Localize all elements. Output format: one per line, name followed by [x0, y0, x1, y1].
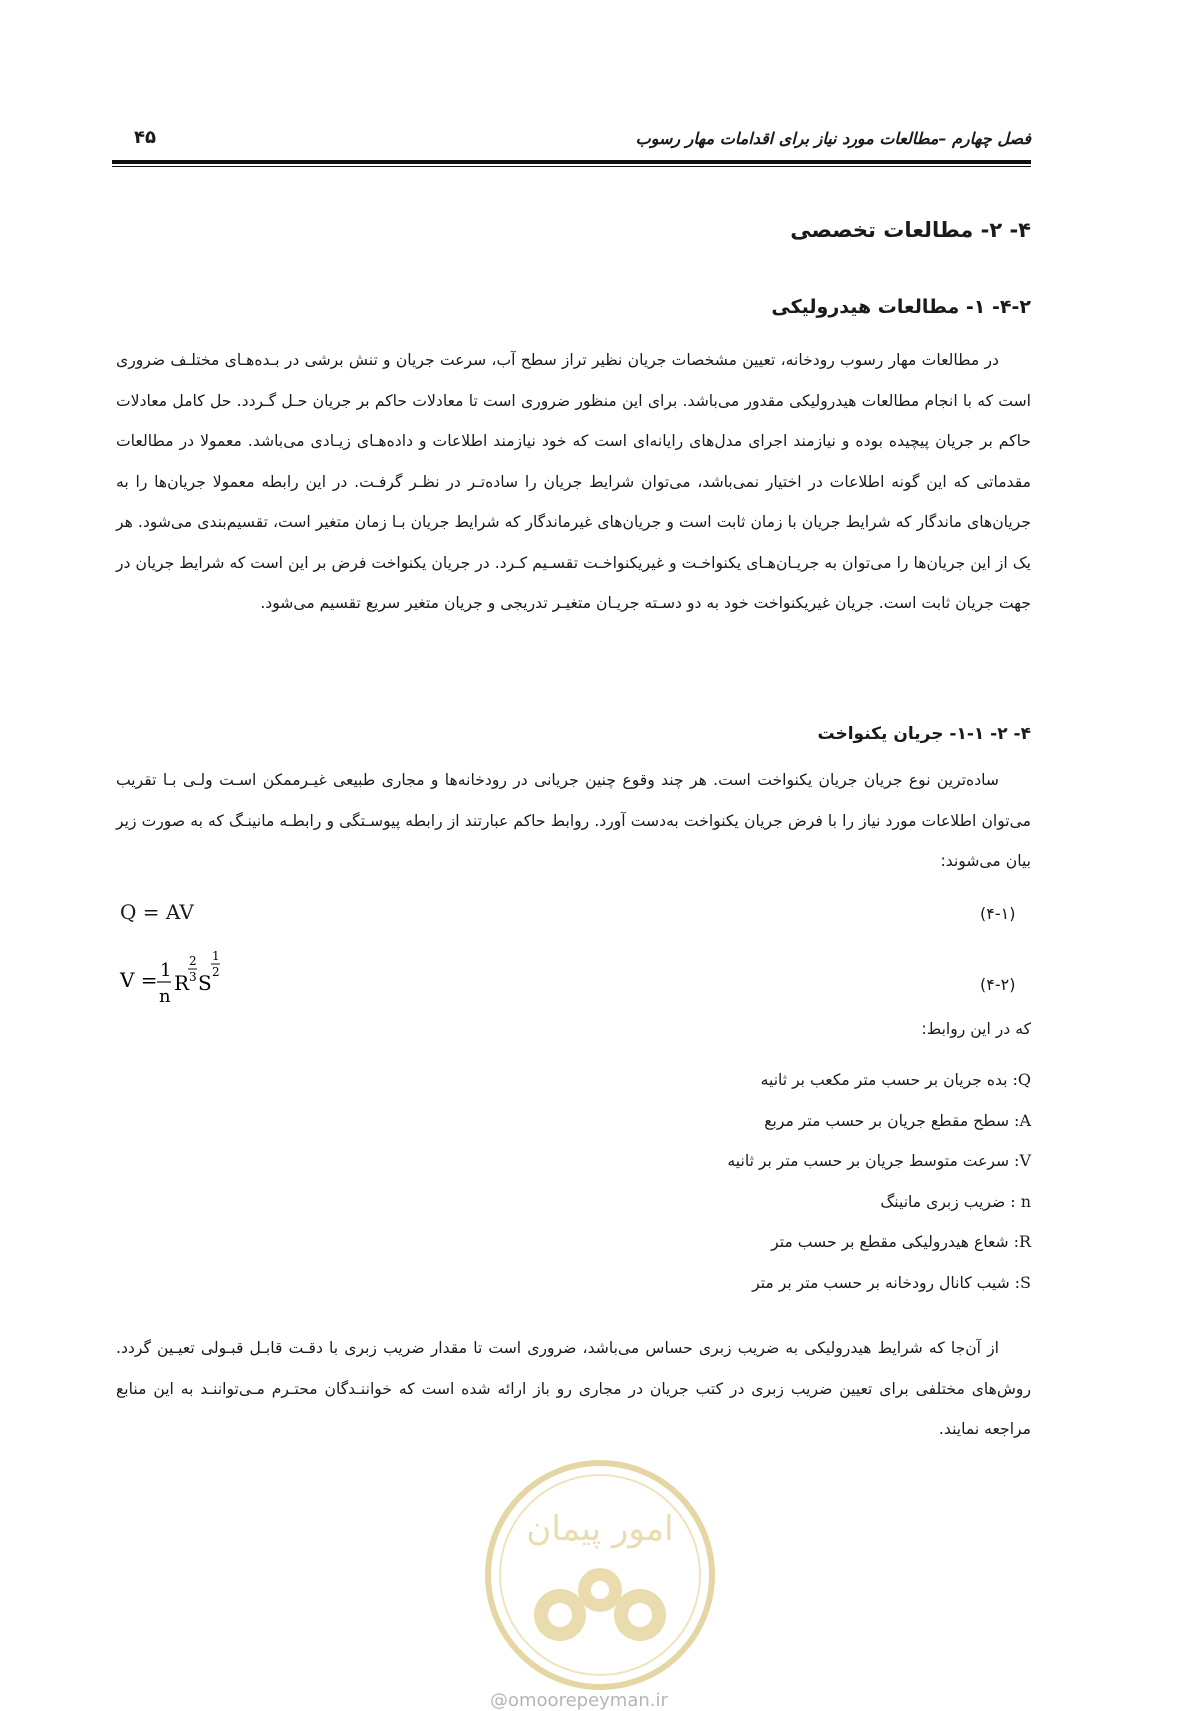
hydraulic-studies-paragraph	[116, 340, 1031, 624]
definition-text: شعاع هیدرولیکی مقطع بر حسب متر	[771, 1233, 1014, 1251]
definition-item	[727, 1182, 1031, 1223]
uniform-flow-paragraph	[116, 760, 1031, 882]
definition-text: شیب کانال رودخانه بر حسب متر بر متر	[752, 1273, 1015, 1292]
page-number: ۴۵	[134, 127, 156, 148]
running-header	[112, 125, 1031, 155]
manning-frac-den: n	[159, 986, 171, 1007]
definition-item	[727, 1060, 1031, 1101]
definition-symbol: V:	[1014, 1151, 1031, 1170]
variable-definitions	[727, 1060, 1031, 1303]
definition-symbol: Q:	[1012, 1070, 1031, 1089]
equation-continuity: Q = AV	[120, 900, 194, 924]
definition-item	[727, 1101, 1031, 1142]
equation-number: (۴-۱)	[980, 904, 1016, 923]
watermark-seal	[480, 1455, 720, 1695]
equation-number: (۴-۲)	[980, 975, 1016, 994]
R-exp-num: 2	[189, 954, 197, 968]
manning-lhs: V =	[120, 968, 158, 992]
R-exp-den: 3	[189, 970, 197, 984]
paragraph-text: از آن‌جا که شرایط هیدرولیکی به ضریب زبری حساس می‌باشد، ضروری است تا مقدار ضریب زبری با دقـت قابـل قبـولی تعیـین گردد. روش‌های مختلفی برای تعیین ضریب زبری در کتب جریان در مجاری رو باز ارائه شده است که خواننـدگان محتـرم مـی‌تواننـد به این منابع مراجعه نمایند.	[116, 1339, 1031, 1438]
S-exp-den: 2	[212, 965, 220, 979]
subsection-heading: ۴-۲- ۱- مطالعات هیدرولیکی	[771, 296, 1031, 318]
where-label: که در این روابط:	[921, 1020, 1031, 1038]
definition-symbol: n :	[1010, 1191, 1031, 1211]
definition-symbol: R:	[1013, 1232, 1031, 1251]
paragraph-text: در مطالعات مهار رسوب رودخانه، تعیین مشخصات جریان نظیر تراز سطح آب، سرعت جریان و تنش برشی در بـده‌هـای مختلـف ضروری است که با انجام مطالعات هیدرولیکی مقدور می‌باشد. برای این منظور ضروری است تا معادلات حاکم بر جریان حـل گـردد. حل کامل معادلات حاکم بر جریان پیچیده بوده و نیازمند اجرای مدل‌های رایانه‌ای است که خود نیازمند اطلاعات و داده‌هـای زیـادی می‌باشد. معمولا در مطالعات مقدماتی که این گونه اطلاعات در اختیار نمی‌باشد، می‌توان شرایط جریان را ساده‌تـر در نظـر گرفـت. در این رابطه معمولا جریان‌ها را به جریان‌های ماندگار که شرایط جریان با زمان ثابت است و جریان‌های غیرماندگار که شرایط جریان بـا زمان متغیر است، تقسیم‌بندی می‌شود. هر یک از این جریان‌ها را می‌توان به جریـان‌هـای یکنواخـت و غیریکنواخـت تقسـیم کـرد. در جریان یکنواخت فرض بر این است که شرایط جریان در جهت جریان ثابت است. جریان غیریکنواخت خود به دو دسـته جریـان متغیـر تدریجی و جریان متغیر سریع تقسیم می‌شود.	[116, 351, 1031, 612]
definition-item	[727, 1141, 1031, 1182]
seal-text: امور پیمان	[526, 1509, 674, 1549]
manning-S: S	[198, 971, 212, 995]
definition-symbol: S:	[1014, 1272, 1031, 1292]
header-rule-thick	[112, 160, 1031, 164]
chapter-title: فصل چهارم –مطالعات مورد نیاز برای اقدامات مهار رسوب	[635, 129, 1031, 148]
definition-text: ضریب زبری مانینگ	[880, 1192, 1011, 1211]
equation-manning	[120, 949, 260, 1014]
definition-text: بده جریان بر حسب متر مکعب بر ثانیه	[760, 1071, 1013, 1089]
definition-symbol: A:	[1014, 1110, 1031, 1130]
watermark-site: @omoorepeyman.ir	[490, 1690, 668, 1711]
closing-paragraph	[116, 1328, 1031, 1450]
definition-text: سرعت متوسط جریان بر حسب متر بر ثانیه	[727, 1152, 1015, 1170]
section-heading: ۴- ۲- مطالعات تخصصی	[790, 218, 1031, 242]
definition-item	[727, 1263, 1031, 1304]
paragraph-text: ساده‌ترین نوع جریان جریان یکنواخت است. هر چند وقوع چنین جریانی در رودخانه‌ها و مجاری طبیعی غیـرممکن اسـت ولـی بـا تقریب می‌توان اطلاعات مورد نیاز را با فرض جریان یکنواخت به‌دست آورد. روابط حاکم عبارتند از رابطه پیوسـتگی و رابطـه مانینـگ که به صورت زیر بیان می‌شوند:	[116, 771, 1031, 870]
definition-text: سطح مقطع جریان بر حسب متر مربع	[764, 1111, 1015, 1130]
manning-R: R	[174, 971, 190, 995]
subsubsection-heading: ۴- ۲- ۱-۱- جریان یکنواخت	[817, 724, 1031, 744]
definition-item	[727, 1222, 1031, 1263]
S-exp-num: 1	[212, 949, 220, 963]
header-rule-thin	[112, 166, 1031, 167]
manning-frac-num: 1	[160, 960, 172, 981]
